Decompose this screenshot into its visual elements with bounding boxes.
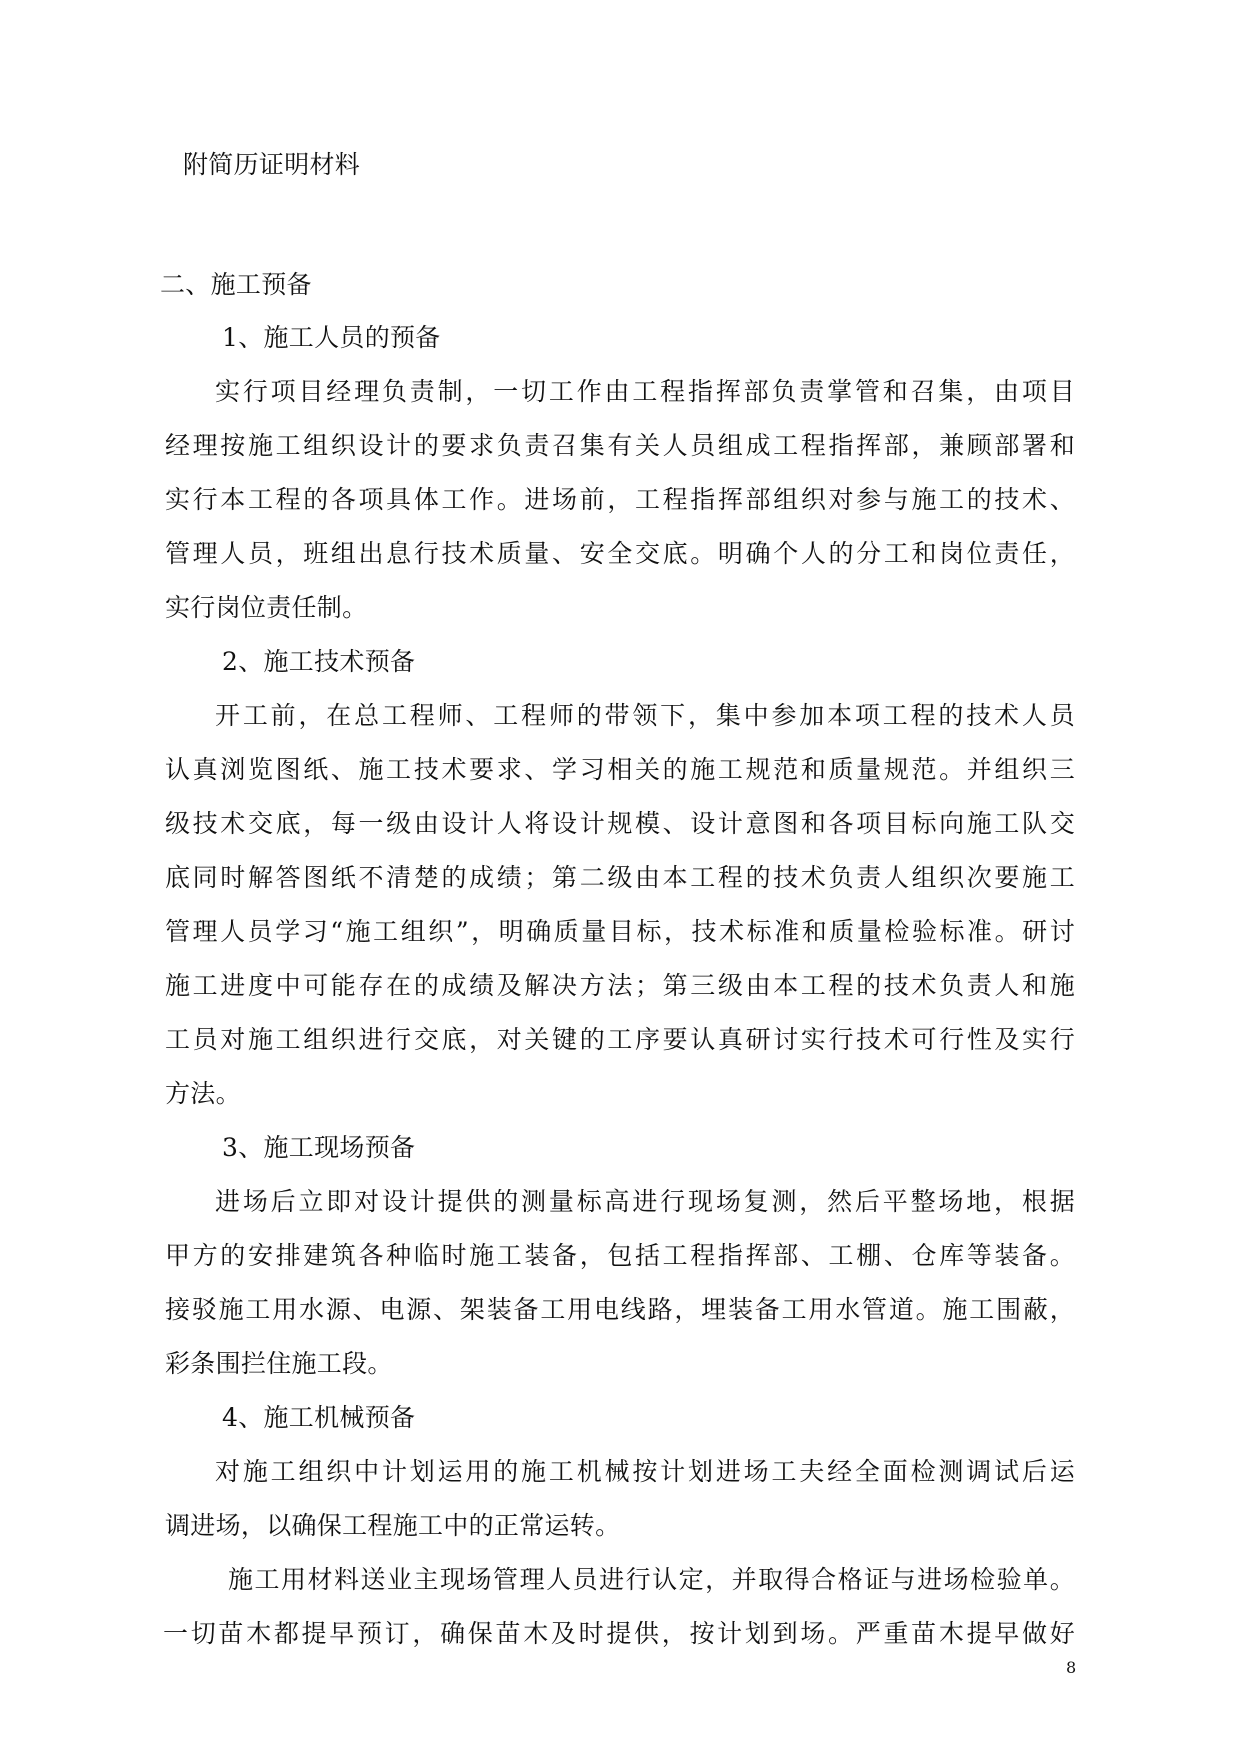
paragraph-line: 对施工组织中计划运用的施工机械按计划进场工夫经全面检测调试后运 [215,1457,1075,1486]
paragraph-line: 彩条围拦住施工段。 [165,1349,393,1378]
paragraph-line: 实行项目经理负责制，一切工作由工程指挥部负责掌管和召集，由项目 [215,377,1075,406]
paragraph-line: 施工用材料送业主现场管理人员进行认定，并取得合格证与进场检验单。 [228,1565,1075,1594]
paragraph-line: 级技术交底，每一级由设计人将设计规模、设计意图和各项目标向施工队交 [165,809,1075,838]
subsection-heading-machinery: 4、施工机械预备 [222,1403,416,1432]
subsection-heading-personnel: 1、施工人员的预备 [222,323,441,352]
paragraph-line: 底同时解答图纸不清楚的成绩；第二级由本工程的技术负责人组织次要施工 [165,863,1075,892]
page-number: 8 [1066,1658,1077,1677]
paragraph-line: 施工进度中可能存在的成绩及解决方法；第三级由本工程的技术负责人和施 [165,971,1075,1000]
paragraph-line: 开工前，在总工程师、工程师的带领下，集中参加本项工程的技术人员 [215,701,1075,730]
paragraph-line: 管理人员，班组出息行技术质量、安全交底。明确个人的分工和岗位责任， [165,539,1075,568]
paragraph-line: 管理人员学习“施工组织”，明确质量目标，技术标准和质量检验标准。研讨 [165,917,1075,946]
paragraph-line: 实行岗位责任制。 [165,593,368,622]
paragraph-line: 工员对施工组织进行交底，对关键的工序要认真研讨实行技术可行性及实行 [165,1025,1075,1054]
paragraph-line: 进场后立即对设计提供的测量标高进行现场复测，然后平整场地，根据 [215,1187,1075,1216]
attachment-note: 附简历证明材料 [183,150,361,179]
paragraph-line: 实行本工程的各项具体工作。进场前，工程指挥部组织对参与施工的技术、 [165,485,1075,514]
paragraph-line: 方法。 [165,1079,241,1108]
paragraph-line: 一切苗木都提早预订，确保苗木及时提供，按计划到场。严重苗木提早做好 [163,1619,1075,1648]
section-heading: 二、施工预备 [160,270,312,299]
paragraph-line: 经理按施工组织设计的要求负责召集有关人员组成工程指挥部，兼顾部署和 [165,431,1075,460]
subsection-heading-technical: 2、施工技术预备 [222,647,416,676]
paragraph-line: 认真浏览图纸、施工技术要求、学习相关的施工规范和质量规范。并组织三 [165,755,1075,784]
subsection-heading-site: 3、施工现场预备 [222,1133,416,1162]
paragraph-line: 接驳施工用水源、电源、架装备工用电线路，埋装备工用水管道。施工围蔽， [165,1295,1075,1324]
paragraph-line: 甲方的安排建筑各种临时施工装备，包括工程指挥部、工棚、仓库等装备。 [165,1241,1075,1270]
paragraph-line: 调进场，以确保工程施工中的正常运转。 [165,1511,621,1540]
